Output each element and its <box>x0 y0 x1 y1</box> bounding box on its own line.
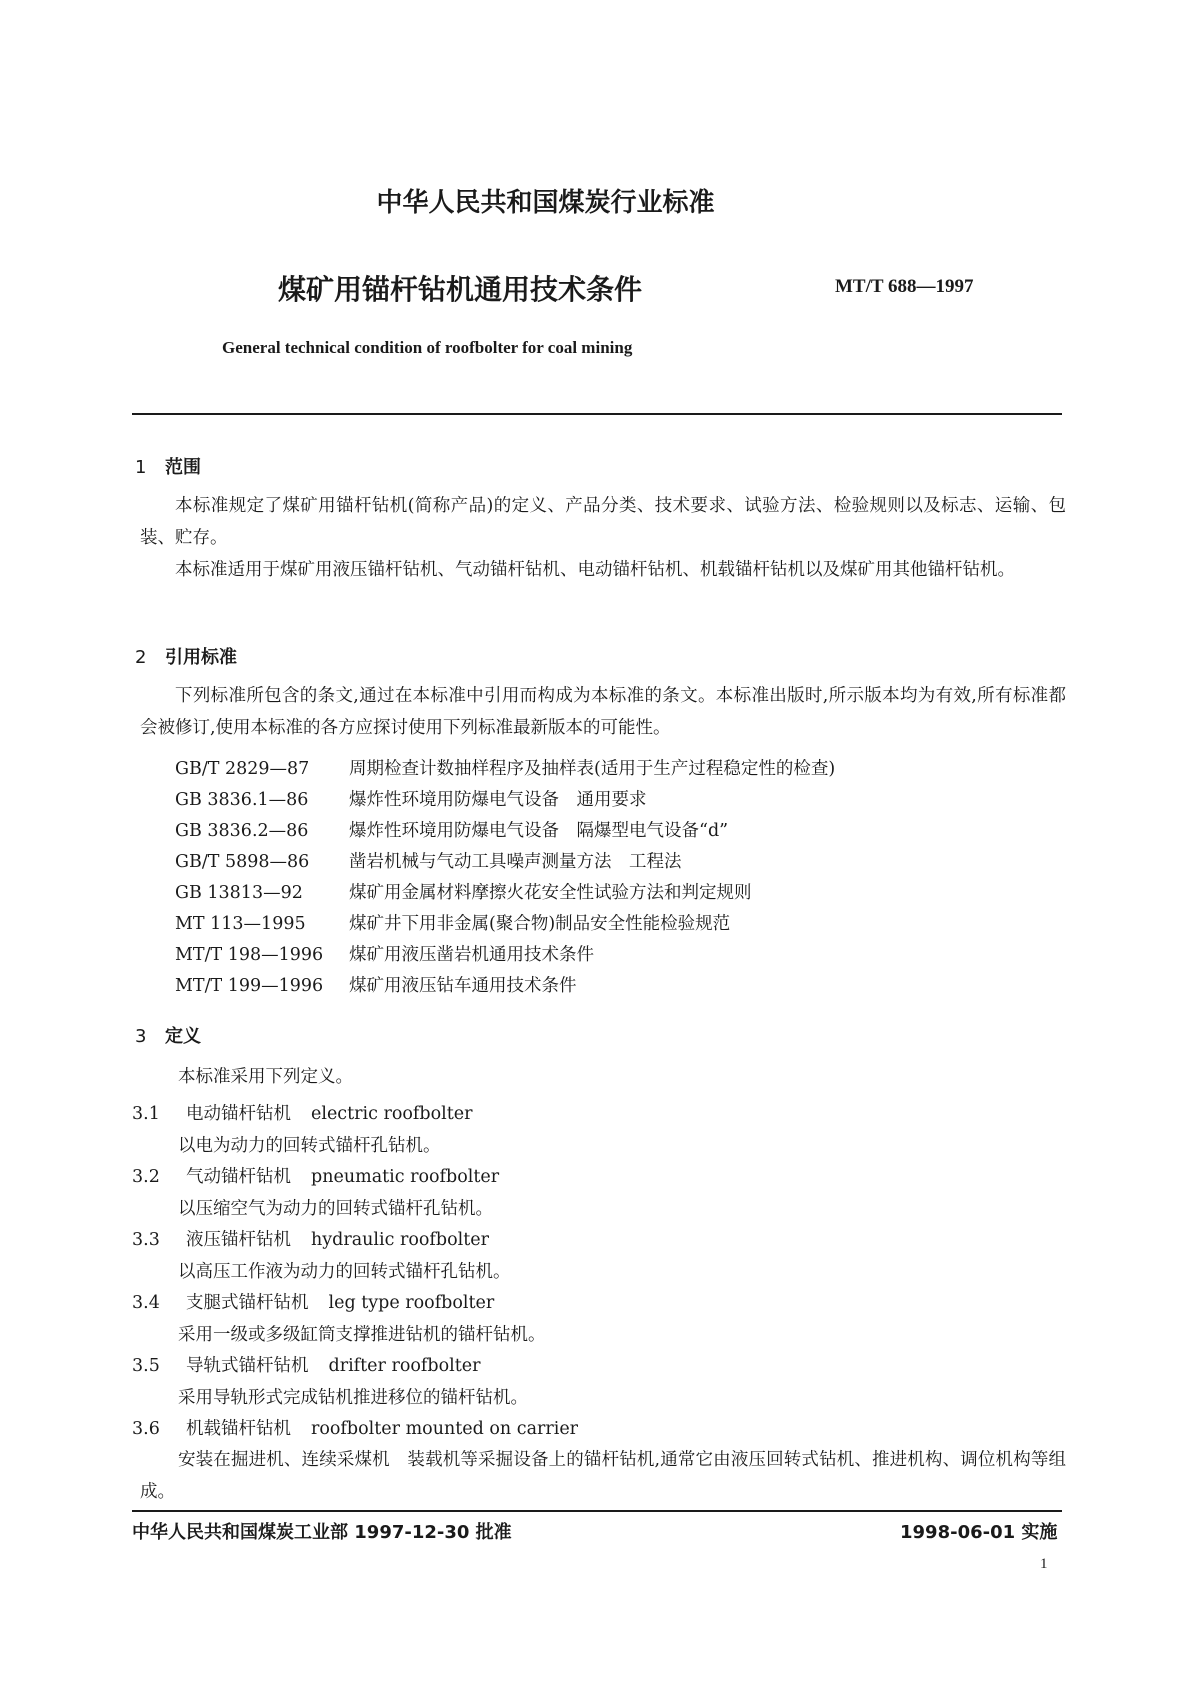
definition-en: electric roofbolter <box>311 1104 473 1124</box>
reference-item <box>175 879 752 904</box>
definition-number: 3.4 <box>132 1293 160 1313</box>
section-title: 定义 <box>165 1026 201 1047</box>
definition-cn: 支腿式锚杆钻机 <box>186 1293 309 1313</box>
reference-code: MT/T 199—1996 <box>175 976 324 996</box>
section-number: 2 <box>135 647 147 668</box>
definition-number: 3.5 <box>132 1356 160 1376</box>
reference-item <box>175 848 682 873</box>
reference-item <box>175 755 835 780</box>
definition-term <box>132 1415 578 1440</box>
reference-code: GB 3836.2—86 <box>175 821 309 841</box>
section-heading-scope <box>135 453 201 479</box>
reference-item <box>175 910 730 935</box>
definitions-intro: 本标准采用下列定义。 <box>178 1067 353 1087</box>
reference-title: 凿岩机械与气动工具噪声测量方法 工程法 <box>349 852 682 872</box>
reference-title: 爆炸性环境用防爆电气设备 通用要求 <box>349 790 647 810</box>
definition-en: hydraulic roofbolter <box>311 1230 489 1250</box>
approval-line: 中华人民共和国煤炭工业部 1997-12-30 批准 <box>132 1522 512 1543</box>
section-heading-references <box>135 643 237 669</box>
definition-term <box>132 1226 489 1251</box>
footer-divider <box>132 1510 1062 1512</box>
section-number: 3 <box>135 1026 147 1047</box>
definition-cn: 液压锚杆钻机 <box>186 1230 291 1250</box>
standard-code: MT/T 688—1997 <box>835 276 974 297</box>
header-divider <box>132 413 1062 415</box>
definition-desc: 安装在掘进机、连续采煤机 装载机等采掘设备上的锚杆钻机,通常它由液压回转式钻机、推进机构、调位机构等组成。 <box>140 1450 1066 1502</box>
definition-en: drifter roofbolter <box>328 1356 481 1376</box>
paragraph: 本标准规定了煤矿用锚杆钻机(简称产品)的定义、产品分类、技术要求、试验方法、检验规则以及标志、运输、包装、贮存。 <box>140 496 1066 548</box>
paragraph: 本标准适用于煤矿用液压锚杆钻机、气动锚杆钻机、电动锚杆钻机、机载锚杆钻机以及煤矿用其他锚杆钻机。 <box>175 560 1015 580</box>
definition-number: 3.2 <box>132 1167 160 1187</box>
section-heading-definitions <box>135 1022 201 1048</box>
section-number: 1 <box>135 457 147 478</box>
definition-desc: 以压缩空气为动力的回转式锚杆孔钻机。 <box>178 1199 493 1219</box>
document-title: 煤矿用锚杆钻机通用技术条件 <box>278 273 643 306</box>
definition-cn: 导轨式锚杆钻机 <box>186 1356 309 1376</box>
reference-title: 煤矿井下用非金属(聚合物)制品安全性能检验规范 <box>349 914 731 934</box>
definition-cn: 机载锚杆钻机 <box>186 1419 291 1439</box>
paragraph: 下列标准所包含的条文,通过在本标准中引用而构成为本标准的条文。本标准出版时,所示版本均为有效,所有标准都会被修订,使用本标准的各方应探讨使用下列标准最新版本的可能性。 <box>140 686 1066 738</box>
section-title: 范围 <box>165 457 201 478</box>
reference-code: GB 13813—92 <box>175 883 303 903</box>
definition-en: roofbolter mounted on carrier <box>311 1419 579 1439</box>
definition-number: 3.6 <box>132 1419 160 1439</box>
page-number: 1 <box>1040 1556 1048 1572</box>
english-title: General technical condition of roofbolter for coal mining <box>222 338 633 357</box>
reference-code: GB/T 2829—87 <box>175 759 310 779</box>
definition-term <box>132 1100 472 1125</box>
reference-code: GB/T 5898—86 <box>175 852 310 872</box>
reference-title: 煤矿用金属材料摩擦火花安全性试验方法和判定规则 <box>349 883 752 903</box>
effective-date: 1998-06-01 实施 <box>900 1522 1058 1543</box>
reference-item <box>175 972 577 997</box>
definition-cn: 气动锚杆钻机 <box>186 1167 291 1187</box>
definition-desc: 以高压工作液为动力的回转式锚杆孔钻机。 <box>178 1262 511 1282</box>
issuer-heading: 中华人民共和国煤炭行业标准 <box>376 188 715 218</box>
definition-cn: 电动锚杆钻机 <box>186 1104 291 1124</box>
definition-desc: 以电为动力的回转式锚杆孔钻机。 <box>178 1136 441 1156</box>
definition-en: leg type roofbolter <box>328 1293 495 1313</box>
reference-title: 煤矿用液压钻车通用技术条件 <box>349 976 577 996</box>
definition-term <box>132 1352 480 1377</box>
definition-term <box>132 1289 494 1314</box>
definition-number: 3.1 <box>132 1104 160 1124</box>
definition-desc: 采用一级或多级缸筒支撑推进钻机的锚杆钻机。 <box>178 1325 546 1345</box>
section-title: 引用标准 <box>165 647 237 668</box>
definition-number: 3.3 <box>132 1230 160 1250</box>
reference-code: GB 3836.1—86 <box>175 790 309 810</box>
reference-title: 煤矿用液压凿岩机通用技术条件 <box>349 945 594 965</box>
reference-title: 周期检查计数抽样程序及抽样表(适用于生产过程稳定性的检查) <box>349 759 836 779</box>
reference-code: MT 113—1995 <box>175 914 306 934</box>
definition-term <box>132 1163 499 1188</box>
reference-code: MT/T 198—1996 <box>175 945 324 965</box>
reference-item <box>175 941 594 966</box>
reference-item <box>175 817 728 842</box>
reference-item <box>175 786 647 811</box>
definition-en: pneumatic roofbolter <box>311 1167 500 1187</box>
reference-title: 爆炸性环境用防爆电气设备 隔爆型电气设备“d” <box>349 821 729 841</box>
definition-desc: 采用导轨形式完成钻机推进移位的锚杆钻机。 <box>178 1388 528 1408</box>
